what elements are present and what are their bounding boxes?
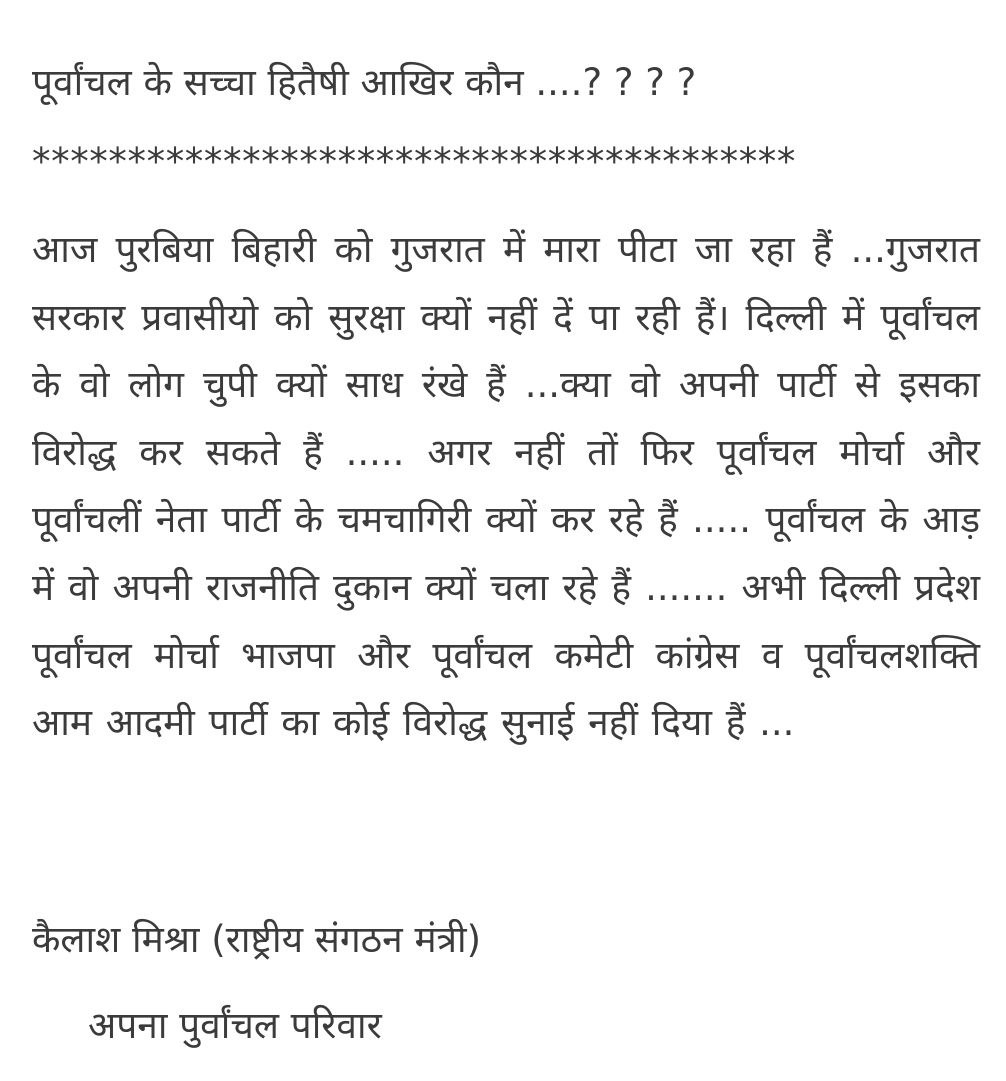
author-signature: कैलाश मिश्रा (राष्ट्रीय संगठन मंत्री) bbox=[32, 918, 482, 961]
asterisk-separator: **************************************** bbox=[32, 140, 796, 183]
organization-name: अपना पुर्वांचल परिवार bbox=[88, 1004, 382, 1047]
post-body: आज पुरबिया बिहारी को गुजरात में मारा पीटा जा रहा हैं ...गुजरात सरकार प्रवासीयो को सुरक्षा क्यों नहीं दें पा रही हैं। दिल्ली में पूर्वांचल के वो लोग चुपी क्यों साध रंखे हैं ...क्या वो अपनी पार्टी से इसका विरोद्ध कर सकते हैं ..... अगर नहीं तों फिर पूर्वांचल मोर्चा और पूर्वांचलीं नेता पार्टी के चमचागिरी क्यों कर रहे हैं ..... पूर्वांचल के आड़ में वो अपनी राजनीति दुकान क्यों चला रहे हैं ....... अभी दिल्ली प्रदेश पूर्वांचल मोर्चा भाजपा और पूर्वांचल कमेटी कांग्रेस व पूर्वांचलशक्ति आम आदमी पार्टी का कोई विरोद्ध सुनाई नहीं दिया हैं ... bbox=[32, 228, 980, 745]
post-title: पूर्वांचल के सच्चा हितैषी आखिर कौन ....? ? ? ? bbox=[32, 61, 697, 104]
